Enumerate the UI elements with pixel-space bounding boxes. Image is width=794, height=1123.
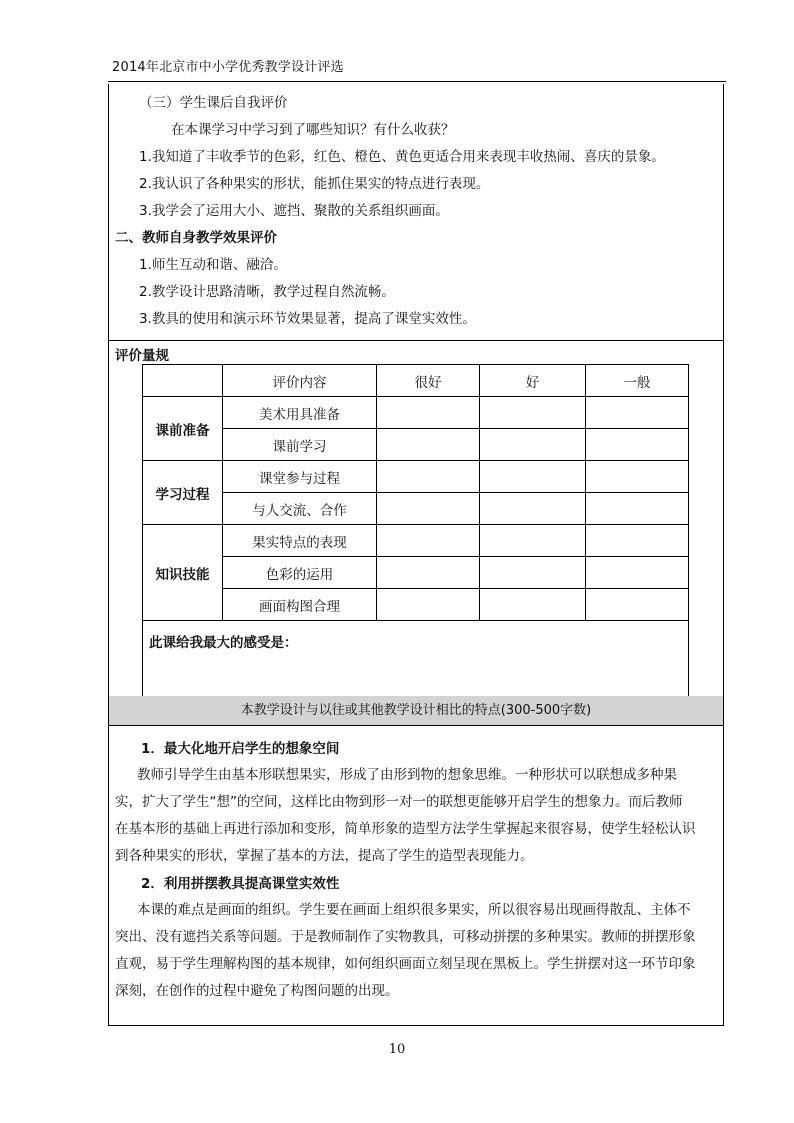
rubric-title: 评价量规 [115, 348, 169, 364]
rubric-item: 画面构图合理 [223, 589, 377, 621]
page-number: 10 [388, 1042, 406, 1057]
paragraph-line: 直观，易于学生理解构图的基本规律，如何组织画面立刻呈现在黑板上。学生拼摆对这一环节印象 [115, 956, 696, 972]
rubric-item: 课堂参与过程 [223, 461, 377, 493]
rating-cell[interactable] [377, 429, 480, 461]
rating-cell[interactable] [586, 397, 689, 429]
rating-cell[interactable] [586, 493, 689, 525]
table-row [143, 557, 689, 589]
rating-cell[interactable] [480, 557, 586, 589]
rating-cell[interactable] [586, 557, 689, 589]
paragraph-line: 教师引导学生由基本形联想果实，形成了由形到物的想象思维。一种形状可以联想成多种果 [137, 767, 677, 783]
rating-cell[interactable] [586, 589, 689, 621]
rating-cell[interactable] [377, 397, 480, 429]
rubric-category: 学习过程 [143, 461, 223, 525]
header-rule [108, 81, 726, 82]
rubric-header-very-good: 很好 [377, 365, 480, 397]
self-eval-item: 2.我认识了各种果实的形状，能抓住果实的特点进行表现。 [139, 176, 490, 192]
rating-cell[interactable] [377, 557, 480, 589]
teacher-eval-item: 3.教具的使用和演示环节效果显著，提高了课堂实效性。 [139, 311, 476, 327]
rubric-corner-cell [143, 365, 223, 397]
rubric-table [142, 364, 689, 714]
self-eval-item: 1.我知道了丰收季节的色彩，红色、橙色、黄色更适合用来表现丰收热闹、喜庆的景象。 [139, 149, 665, 165]
self-eval-item: 3.我学会了运用大小、遮挡、聚散的关系组织画面。 [139, 203, 449, 219]
paragraph-line: 实，扩大了学生“想”的空间，这样比由物到形一对一的联想更能够开启学生的想象力。而后教师 [115, 794, 683, 810]
feature-paragraph-2 [115, 897, 719, 1005]
rubric-item: 果实特点的表现 [223, 525, 377, 557]
rubric-category: 知识技能 [143, 525, 223, 621]
teacher-eval-item: 2.教学设计思路清晰，教学过程自然流畅。 [139, 284, 395, 300]
paragraph-line: 突出、没有遮挡关系等问题。于是教师制作了实物教具，可移动拼摆的多种果实。教师的拼摆形象 [115, 929, 696, 945]
self-eval-question: 在本课学习中学习到了哪些知识？有什么收获？ [171, 122, 455, 138]
paragraph-line: 在基本形的基础上再进行添加和变形，简单形象的造型方法学生掌握起来很容易，使学生轻松认识 [115, 821, 696, 837]
rubric-category: 课前准备 [143, 397, 223, 461]
form-frame [108, 84, 724, 1026]
feeling-prompt[interactable]: 此课给我最大的感受是： [143, 621, 689, 714]
paragraph-line: 深刻，在创作的过程中避免了构图问题的出现。 [115, 983, 399, 999]
table-row [143, 461, 689, 493]
student-self-eval-title: （三）学生课后自我评价 [139, 95, 288, 111]
table-row [143, 397, 689, 429]
table-row [143, 493, 689, 525]
rubric-section [109, 340, 723, 697]
rubric-item: 美术用具准备 [223, 397, 377, 429]
rubric-item: 课前学习 [223, 429, 377, 461]
rating-cell[interactable] [377, 589, 480, 621]
feature-paragraph-1 [115, 762, 719, 870]
rubric-item: 色彩的运用 [223, 557, 377, 589]
rating-cell[interactable] [586, 461, 689, 493]
rating-cell[interactable] [377, 461, 480, 493]
rating-cell[interactable] [480, 429, 586, 461]
rating-cell[interactable] [480, 397, 586, 429]
feature-heading-1: 1．最大化地开启学生的想象空间 [141, 741, 340, 757]
self-evaluation-section [109, 84, 723, 341]
rating-cell[interactable] [586, 429, 689, 461]
rating-cell[interactable] [586, 525, 689, 557]
rating-cell[interactable] [480, 525, 586, 557]
rubric-header-average: 一般 [586, 365, 689, 397]
rubric-header-row [143, 365, 689, 397]
table-row [143, 429, 689, 461]
paragraph-line: 本课的难点是画面的组织。学生要在画面上组织很多果实，所以很容易出现画得散乱、主体不 [137, 902, 691, 918]
paragraph-line: 到各种果实的形状，掌握了基本的方法，提高了学生的造型表现能力。 [115, 848, 534, 864]
table-row [143, 525, 689, 557]
rating-cell[interactable] [377, 493, 480, 525]
teacher-eval-item: 1.师生互动和谐、融洽。 [139, 257, 287, 273]
features-heading-bar: 本教学设计与以往或其他教学设计相比的特点(300-500字数) [109, 696, 723, 726]
teacher-eval-title: 二、教师自身教学效果评价 [115, 230, 277, 246]
rating-cell[interactable] [480, 461, 586, 493]
rubric-item: 与人交流、合作 [223, 493, 377, 525]
rating-cell[interactable] [480, 493, 586, 525]
rating-cell[interactable] [480, 589, 586, 621]
table-row [143, 589, 689, 621]
rubric-header-good: 好 [480, 365, 586, 397]
feature-heading-2: 2．利用拼摆教具提高课堂实效性 [141, 876, 340, 892]
page-header: 2014年北京市中小学优秀教学设计评选 [112, 60, 344, 75]
rubric-header-content: 评价内容 [223, 365, 377, 397]
features-section [109, 726, 723, 1026]
rating-cell[interactable] [377, 525, 480, 557]
